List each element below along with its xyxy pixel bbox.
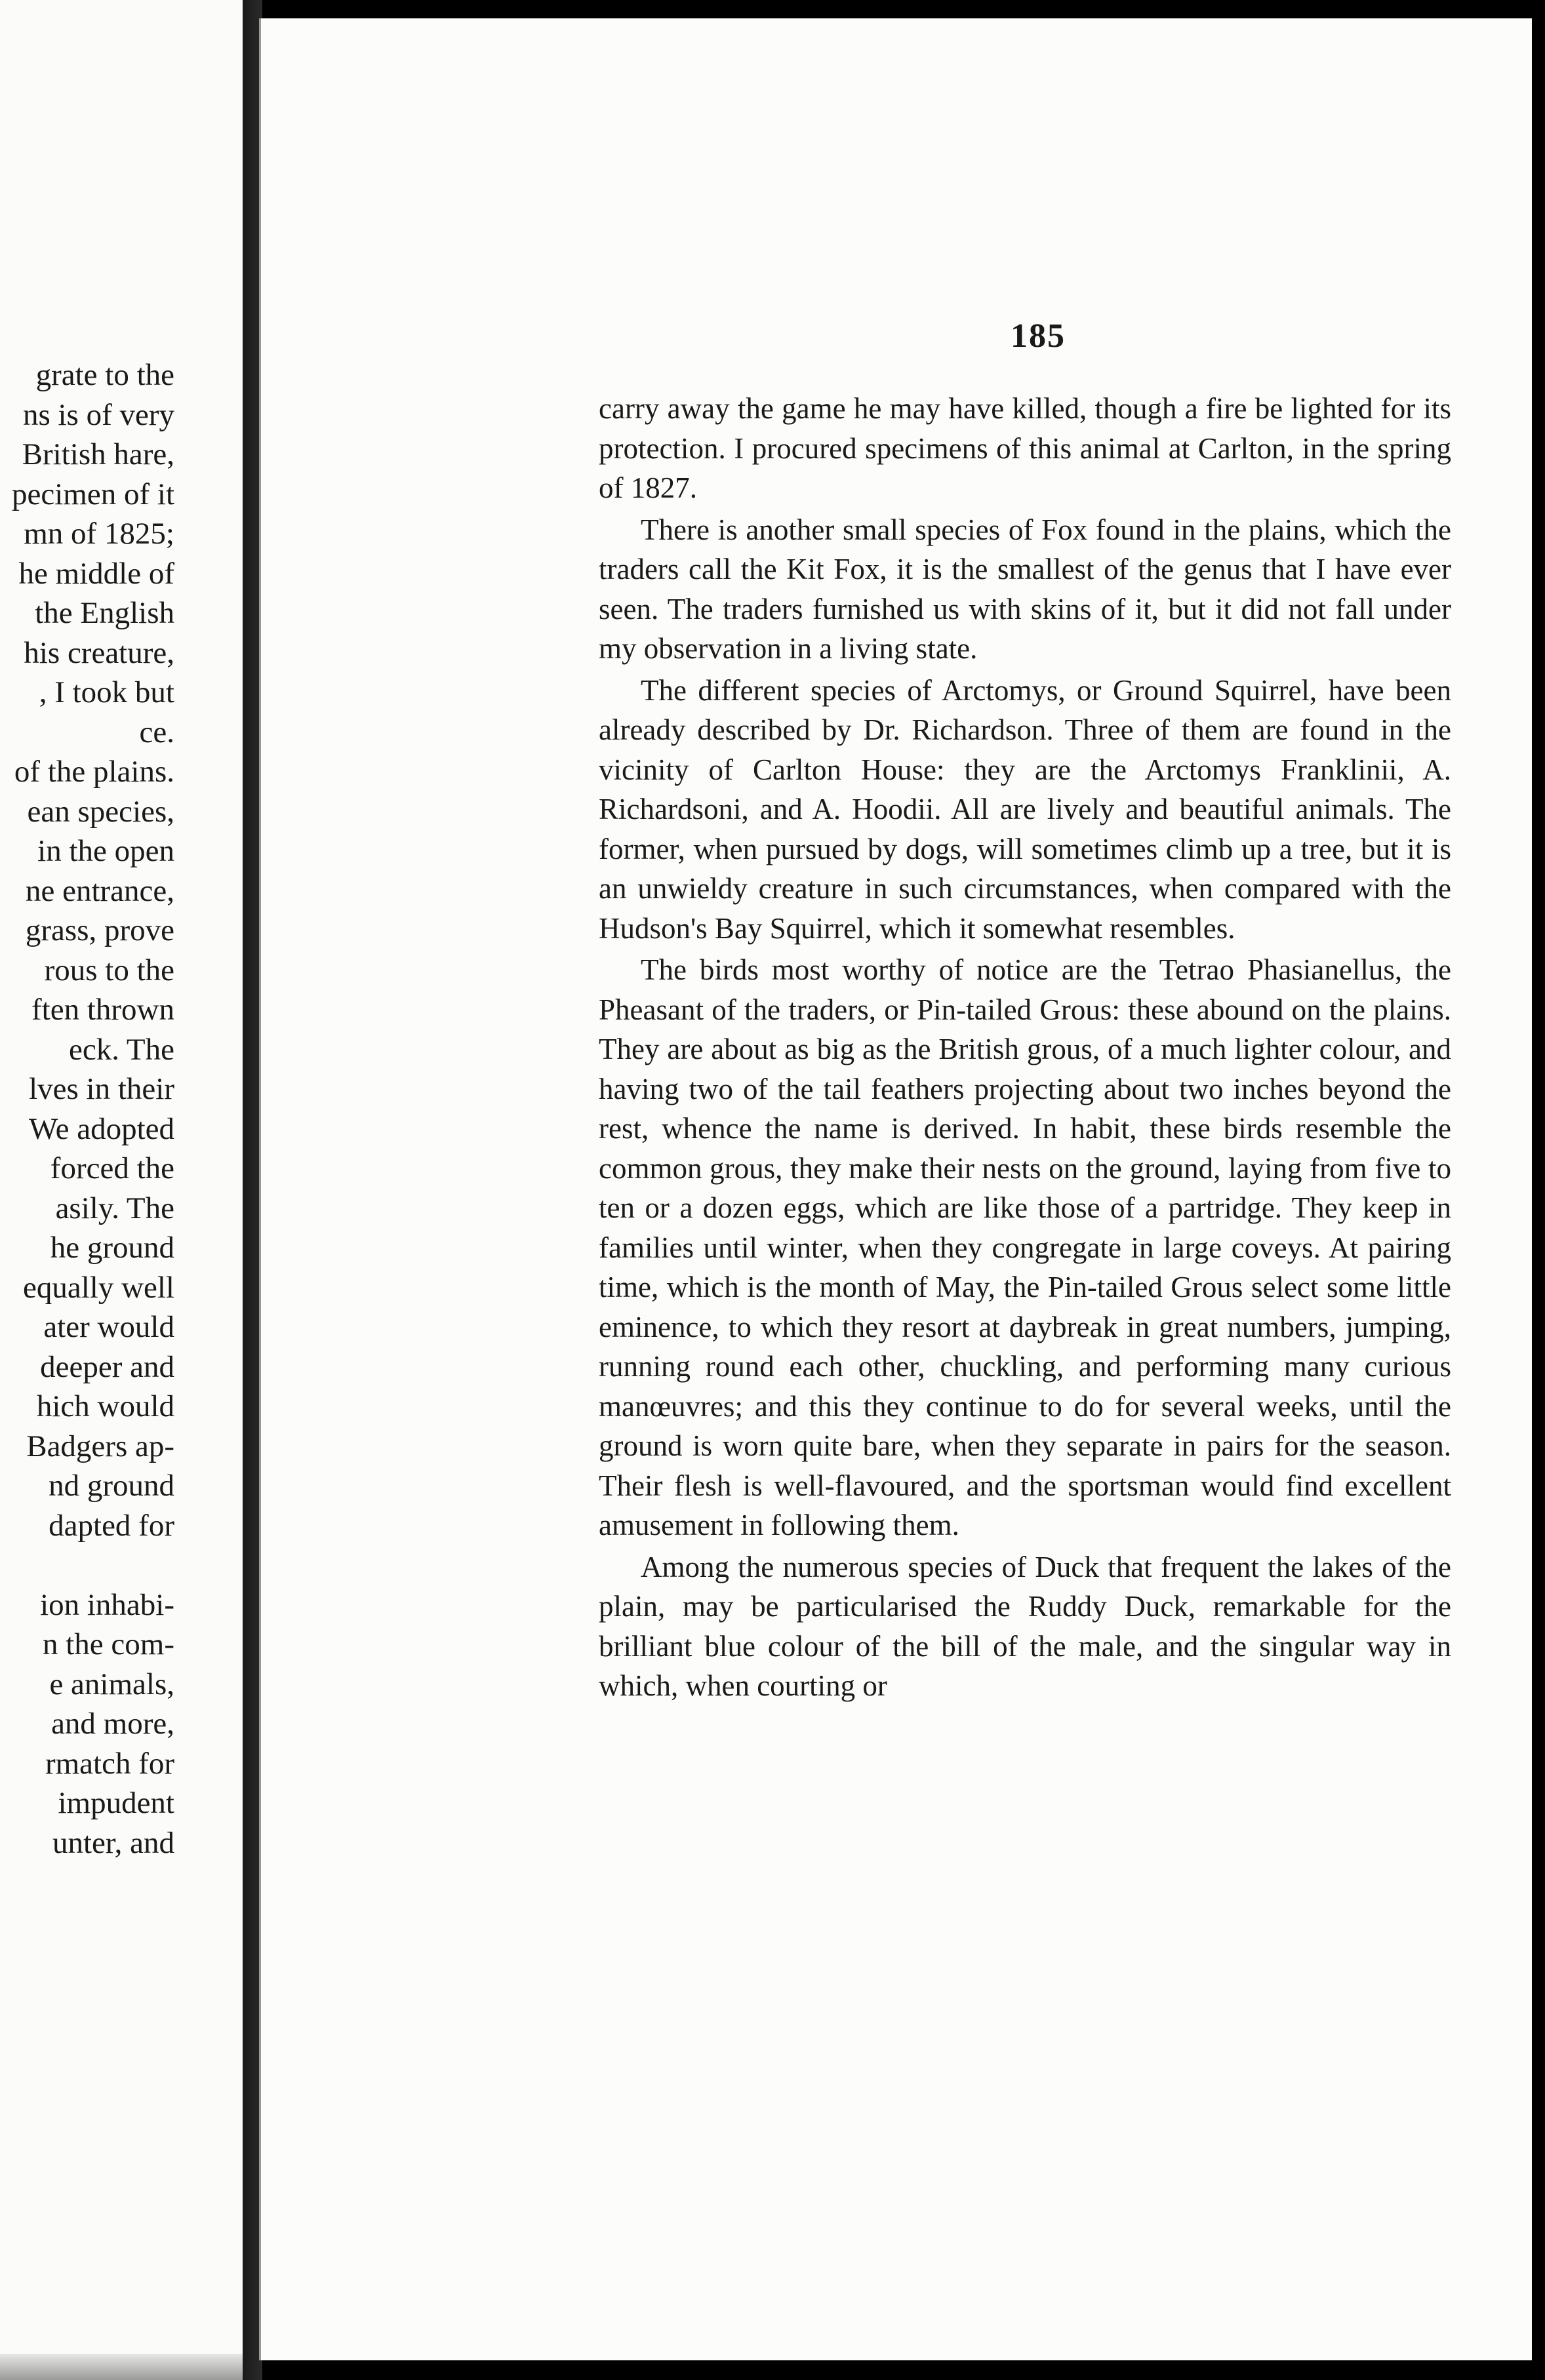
left-page-line: ce. xyxy=(139,715,174,749)
left-page-line: he middle of xyxy=(18,556,174,591)
paragraph: There is another small species of Fox found in the plains, which the traders call the Kit Fox, it is the smallest of the genus that I have ever seen. The traders furnished us with skins of it, but it did not fall under my observation in a living state. xyxy=(599,513,1451,665)
left-page-line: British hare, xyxy=(22,437,174,471)
left-page-line: nd ground xyxy=(49,1469,174,1503)
left-page-line: , I took but xyxy=(39,675,174,709)
left-page-line: hich would xyxy=(36,1389,174,1423)
left-page-line: grass, prove xyxy=(25,913,174,947)
left-page-line: asily. The xyxy=(55,1191,174,1225)
left-page-line: n the com- xyxy=(43,1627,174,1661)
left-page-line: ean species, xyxy=(27,794,174,829)
left-page-line: equally well xyxy=(22,1270,174,1305)
left-page-line: rous to the xyxy=(44,953,174,987)
left-page-line: lves in their xyxy=(29,1072,174,1106)
left-page-line: the English xyxy=(35,596,174,630)
left-page-line: grate to the xyxy=(35,358,174,392)
left-page-line: he ground xyxy=(50,1231,174,1265)
body-text xyxy=(599,389,1451,1706)
left-page-line: ion inhabi- xyxy=(40,1587,174,1622)
left-page-line: forced the xyxy=(50,1151,174,1185)
left-page-line: e animals, xyxy=(49,1667,174,1701)
left-page-line: ne entrance, xyxy=(25,873,174,908)
left-page-line: his creature, xyxy=(24,635,174,670)
left-page-line: ften thrown xyxy=(31,993,174,1027)
left-page-line: ns is of very xyxy=(22,397,174,432)
left-page-line: of the plains. xyxy=(14,755,174,789)
left-page-line: dapted for xyxy=(49,1508,174,1543)
left-page-fragment xyxy=(0,0,248,2380)
page-number: 185 xyxy=(1011,317,1066,355)
left-page-line: ater would xyxy=(43,1310,174,1344)
left-page-line: eck. The xyxy=(69,1032,174,1067)
paragraph: The different species of Arctomys, or Ground Squirrel, have been already described by Dr. Richardson. Three of them are found in the vicinity of Carlton House: they are the Arctomys Franklinii, A. Richardsoni, and A. Hoodii. All are lively and beautiful animals. The former, when pursued by dogs, will sometimes climb up a tree, but it is an unwieldy creature in such circumstances, when compared with the Hudson's Bay Squirrel, which it somewhat resembles. xyxy=(599,673,1451,945)
left-page-line: Badgers ap- xyxy=(26,1429,174,1463)
left-page-line: rmatch for xyxy=(45,1746,174,1781)
left-page-line: in the open xyxy=(37,834,174,868)
right-page xyxy=(259,18,1532,2360)
scan-smudge xyxy=(0,2354,245,2380)
left-page-line: pecimen of it xyxy=(12,477,174,511)
left-page-line: We adopted xyxy=(29,1111,174,1146)
paragraph: The birds most worthy of notice are the Tetrao Phasianellus, the Pheasant of the traders, or Pin-tailed Grous: these abound on the plains. They are about as big as the British grous, of a much lighter colour, and having two of the tail feathers projecting about two inches beyond the rest, whence the name is derived. In habit, these birds resemble the common grous, they make their nests on the ground, laying from five to ten or a dozen eggs, which are like those of a partridge. They keep in families until winter, when they congregate in large coveys. At pairing time, which is the month of May, the Pin-tailed Grous select some little eminence, to which they resort at daybreak in great numbers, jumping, running round each other, chuckling, and performing many curious manœuvres; and this they continue to do for several weeks, until the ground is worn quite bare, when they separate in pairs for the season. Their flesh is well-flavoured, and the sportsman would find excellent amusement in following them. xyxy=(599,953,1451,1541)
paragraph: Among the numerous species of Duck that frequent the lakes of the plain, may be particularised the Ruddy Duck, remarkable for the brilliant blue colour of the bill of the male, and the singular way in which, when courting or xyxy=(599,1550,1451,1702)
left-page-line: and more, xyxy=(51,1707,174,1741)
left-page-line: deeper and xyxy=(40,1349,174,1384)
paragraph: carry away the game he may have killed, though a fire be lighted for its protection. I procured specimens of this animal at Carlton, in the spring of 1827. xyxy=(599,392,1451,504)
left-page-line: mn of 1825; xyxy=(24,517,174,551)
left-page-line: impudent xyxy=(58,1786,174,1820)
left-page-line: unter, and xyxy=(52,1825,174,1860)
